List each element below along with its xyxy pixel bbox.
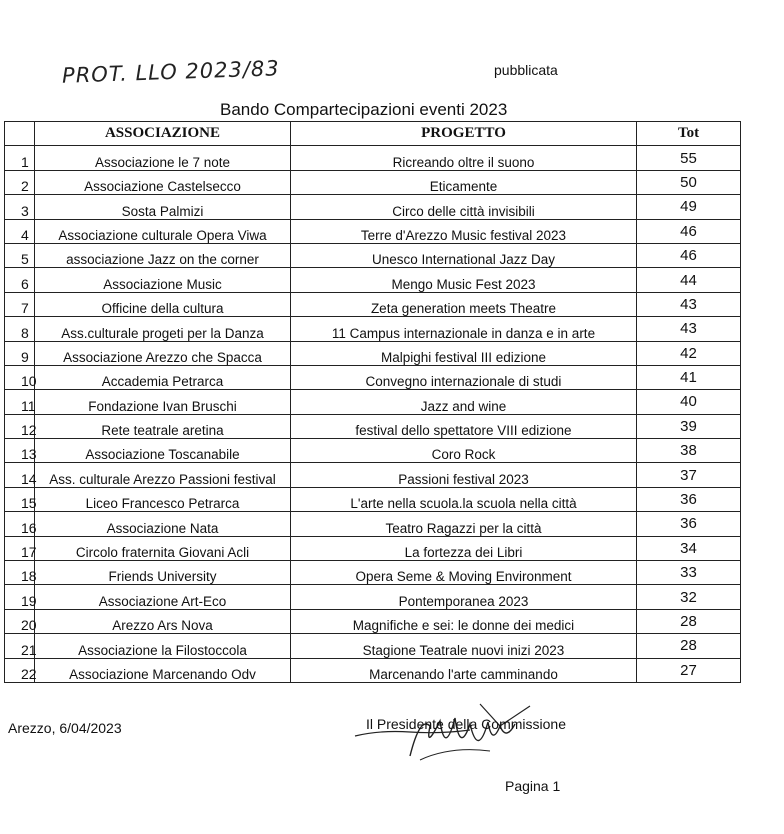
row-progetto: Teatro Ragazzi per la città: [291, 512, 637, 536]
row-number: 12: [5, 414, 35, 438]
place-and-date: Arezzo, 6/04/2023: [8, 720, 122, 736]
row-tot: 44: [637, 268, 741, 292]
row-number: 17: [5, 536, 35, 560]
table-row: [5, 268, 741, 292]
row-associazione: Rete teatrale aretina: [35, 414, 291, 438]
column-header-associazione: ASSOCIAZIONE: [35, 122, 291, 146]
table-row: [5, 365, 741, 389]
table-row: [5, 512, 741, 536]
row-number: 14: [5, 463, 35, 487]
row-number: 11: [5, 390, 35, 414]
row-tot: 37: [637, 463, 741, 487]
row-number: 9: [5, 341, 35, 365]
row-associazione: Ass. culturale Arezzo Passioni festival: [35, 463, 291, 487]
table-row: [5, 634, 741, 658]
table-body: [5, 146, 741, 683]
row-tot: 55: [637, 146, 741, 170]
row-tot: 28: [637, 609, 741, 633]
column-header-number: [5, 122, 35, 146]
row-tot: 50: [637, 170, 741, 194]
row-associazione: Fondazione Ivan Bruschi: [35, 390, 291, 414]
row-number: 10: [5, 365, 35, 389]
table-row: [5, 536, 741, 560]
table-row: [5, 414, 741, 438]
table-row: [5, 146, 741, 170]
table-row: [5, 487, 741, 511]
row-progetto: Zeta generation meets Theatre: [291, 292, 637, 316]
row-tot: 39: [637, 414, 741, 438]
table-header-row: [5, 122, 741, 146]
row-progetto: Stagione Teatrale nuovi inizi 2023: [291, 634, 637, 658]
row-progetto: Mengo Music Fest 2023: [291, 268, 637, 292]
row-associazione: Associazione culturale Opera Viwa: [35, 219, 291, 243]
row-associazione: Associazione la Filostoccola: [35, 634, 291, 658]
document-title: Bando Compartecipazioni eventi 2023: [220, 100, 508, 119]
row-number: 16: [5, 512, 35, 536]
row-associazione: Officine della cultura: [35, 292, 291, 316]
row-tot: 32: [637, 585, 741, 609]
row-progetto: Eticamente: [291, 170, 637, 194]
table-row: [5, 463, 741, 487]
table-row: [5, 390, 741, 414]
row-tot: 27: [637, 658, 741, 682]
column-header-progetto: PROGETTO: [291, 122, 637, 146]
row-progetto: 11 Campus internazionale in danza e in arte: [291, 317, 637, 341]
row-progetto: Marcenando l'arte camminando: [291, 658, 637, 682]
row-number: 18: [5, 561, 35, 585]
table-row: [5, 219, 741, 243]
row-tot: 46: [637, 243, 741, 267]
row-tot: 42: [637, 341, 741, 365]
row-tot: 40: [637, 390, 741, 414]
row-associazione: Associazione Marcenando Odv: [35, 658, 291, 682]
ranking-table: [4, 121, 741, 683]
handwritten-protocol-note: PROT. LLO 2023/83: [61, 56, 281, 88]
page-number: Pagina 1: [505, 778, 561, 794]
row-tot: 43: [637, 317, 741, 341]
row-tot: 34: [637, 536, 741, 560]
table-row: [5, 561, 741, 585]
table-row: [5, 585, 741, 609]
row-associazione: Sosta Palmizi: [35, 195, 291, 219]
row-number: 1: [5, 146, 35, 170]
row-number: 13: [5, 439, 35, 463]
table-row: [5, 170, 741, 194]
row-progetto: L'arte nella scuola.la scuola nella città: [291, 487, 637, 511]
row-progetto: Circo delle città invisibili: [291, 195, 637, 219]
row-tot: 38: [637, 439, 741, 463]
signatory-title: Il Presidente della Commissione: [366, 716, 566, 732]
row-number: 5: [5, 243, 35, 267]
row-number: 19: [5, 585, 35, 609]
row-associazione: Accademia Petrarca: [35, 365, 291, 389]
row-associazione: Associazione Art-Eco: [35, 585, 291, 609]
table-row: [5, 658, 741, 682]
row-number: 20: [5, 609, 35, 633]
table-row: [5, 243, 741, 267]
status-label: pubblicata: [494, 62, 558, 78]
row-tot: 36: [637, 487, 741, 511]
row-number: 7: [5, 292, 35, 316]
row-associazione: Associazione Arezzo che Spacca: [35, 341, 291, 365]
row-associazione: Friends University: [35, 561, 291, 585]
row-number: 15: [5, 487, 35, 511]
row-associazione: Associazione Nata: [35, 512, 291, 536]
row-tot: 33: [637, 561, 741, 585]
row-associazione: Associazione Castelsecco: [35, 170, 291, 194]
row-progetto: Opera Seme & Moving Environment: [291, 561, 637, 585]
row-progetto: Terre d'Arezzo Music festival 2023: [291, 219, 637, 243]
row-associazione: Associazione le 7 note: [35, 146, 291, 170]
row-associazione: Circolo fraternita Giovani Acli: [35, 536, 291, 560]
row-associazione: Associazione Toscanabile: [35, 439, 291, 463]
row-tot: 36: [637, 512, 741, 536]
row-progetto: Jazz and wine: [291, 390, 637, 414]
row-number: 22: [5, 658, 35, 682]
row-associazione: Associazione Music: [35, 268, 291, 292]
table-row: [5, 609, 741, 633]
row-progetto: Unesco International Jazz Day: [291, 243, 637, 267]
row-progetto: La fortezza dei Libri: [291, 536, 637, 560]
row-associazione: Ass.culturale progeti per la Danza: [35, 317, 291, 341]
row-number: 8: [5, 317, 35, 341]
row-associazione: Liceo Francesco Petrarca: [35, 487, 291, 511]
table-row: [5, 317, 741, 341]
row-number: 6: [5, 268, 35, 292]
row-progetto: Coro Rock: [291, 439, 637, 463]
table-row: [5, 292, 741, 316]
table-row: [5, 195, 741, 219]
row-tot: 49: [637, 195, 741, 219]
row-associazione: Arezzo Ars Nova: [35, 609, 291, 633]
row-progetto: Pontemporanea 2023: [291, 585, 637, 609]
row-progetto: Convegno internazionale di studi: [291, 365, 637, 389]
row-progetto: festival dello spettatore VIII edizione: [291, 414, 637, 438]
row-progetto: Passioni festival 2023: [291, 463, 637, 487]
row-tot: 46: [637, 219, 741, 243]
row-number: 21: [5, 634, 35, 658]
column-header-tot: Tot: [637, 122, 741, 146]
row-progetto: Ricreando oltre il suono: [291, 146, 637, 170]
row-associazione: associazione Jazz on the corner: [35, 243, 291, 267]
row-tot: 28: [637, 634, 741, 658]
row-number: 4: [5, 219, 35, 243]
row-progetto: Magnifiche e sei: le donne dei medici: [291, 609, 637, 633]
table-row: [5, 439, 741, 463]
row-tot: 43: [637, 292, 741, 316]
row-tot: 41: [637, 365, 741, 389]
row-number: 3: [5, 195, 35, 219]
row-number: 2: [5, 170, 35, 194]
table-row: [5, 341, 741, 365]
row-progetto: Malpighi festival III edizione: [291, 341, 637, 365]
